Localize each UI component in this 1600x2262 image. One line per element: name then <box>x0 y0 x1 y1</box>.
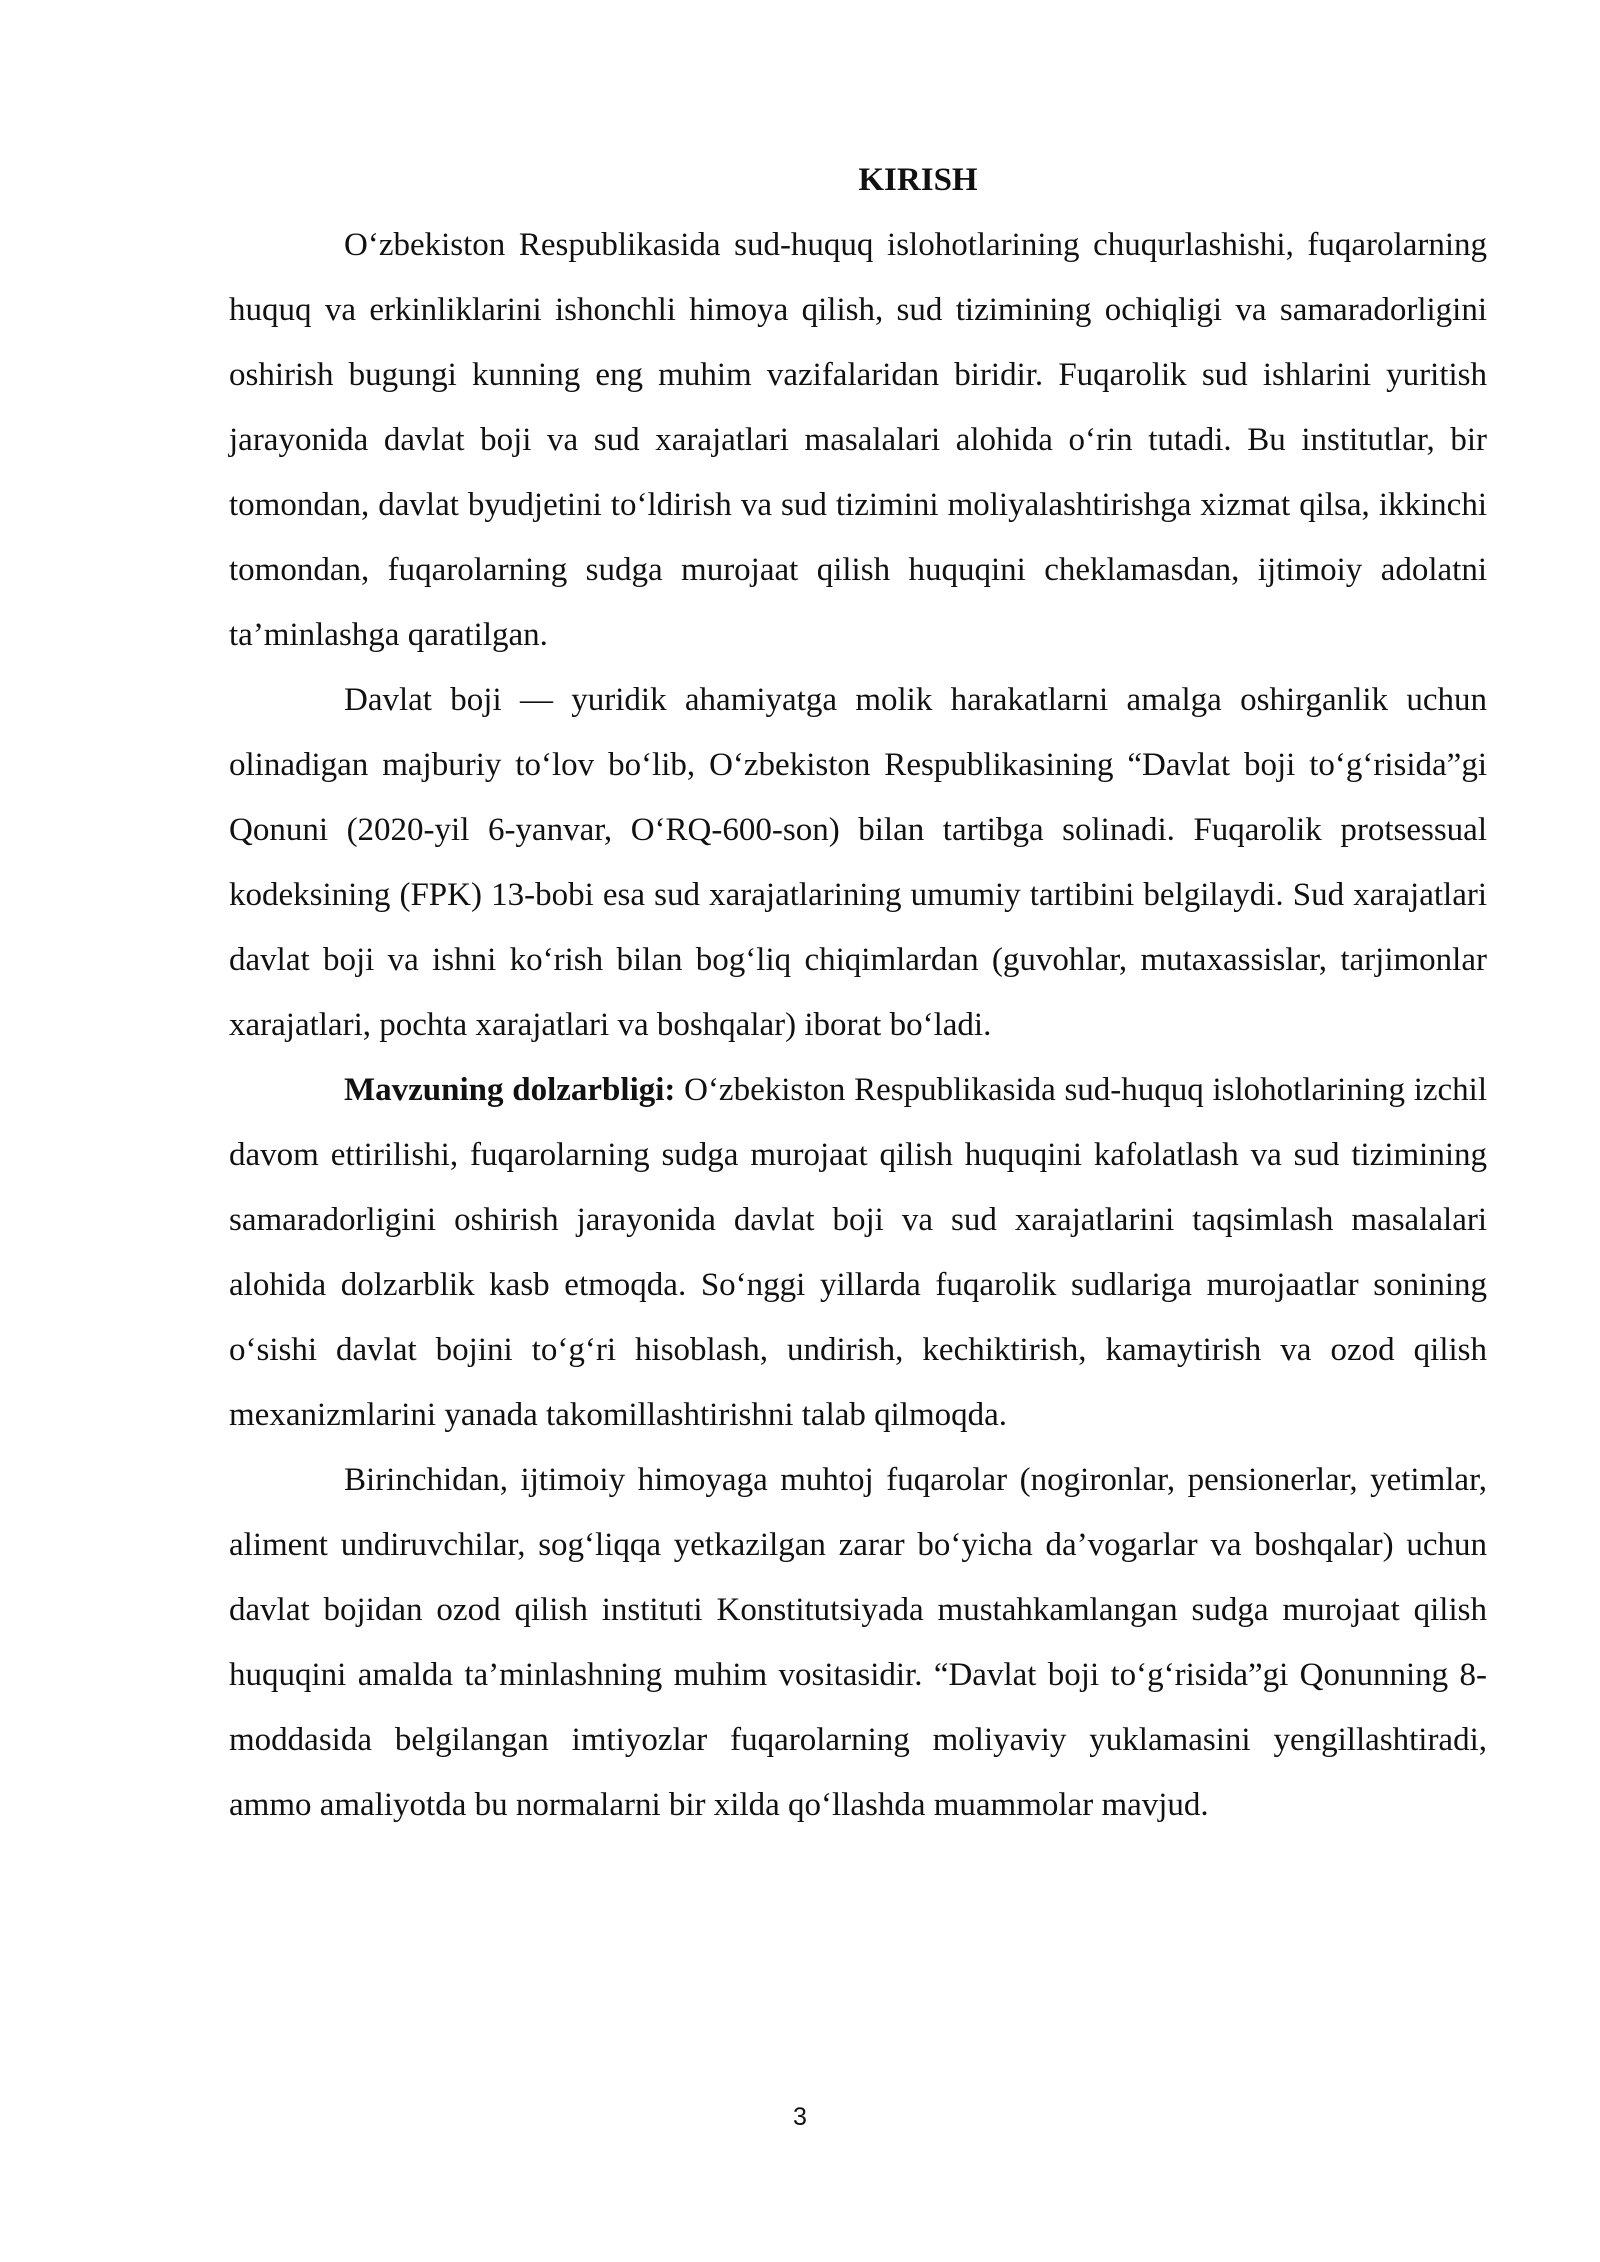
paragraph-intro <box>229 213 1487 668</box>
paragraph-intro-text: O‘zbekiston Respublikasida sud-huquq islohotlarining chuqurlashishi, fuqarolarning huquq va erkinliklarini ishonchli himoya qilish, sud tizimining ochiqligi va samaradorligini oshirish bugungi kunning eng muhim vazifalaridan biridir. Fuqarolik sud ishlarini yuritish jarayonida davlat boji va sud xarajatlari masalalari alohida o‘rin tutadi. Bu institutlar, bir tomondan, davlat byudjetini to‘ldirish va sud tizimini moliyalashtirishga xizmat qilsa, ikkinchi tomondan, fuqarolarning sudga murojaat qilish huquqini cheklamasdan, ijtimoiy adolatni ta’minlashga qaratilgan. <box>229 227 1487 653</box>
paragraph-davlat-boji-text: Davlat boji — yuridik ahamiyatga molik harakatlarni amalga oshirganlik uchun olinadigan majburiy to‘lov bo‘lib, O‘zbekiston Respublikasining “Davlat boji to‘g‘risida”gi Qonuni (2020-yil 6-yanvar, O‘RQ-600-son) bilan tartibga solinadi. Fuqarolik protsessual kodeksining (FPK) 13-bobi esa sud xarajatlarining umumiy tartibini belgilaydi. Sud xarajatlari davlat boji va ishni ko‘rish bilan bog‘liq chiqimlardan (guvohlar, mutaxassislar, tarjimonlar xarajatlari, pochta xarajatlari va boshqalar) iborat bo‘ladi. <box>229 682 1487 1043</box>
paragraph-dolzarblik <box>229 1058 1487 1448</box>
paragraph-davlat-boji <box>229 668 1487 1058</box>
page-title: KIRISH <box>858 162 978 198</box>
paragraph-dolzarblik-text: O‘zbekiston Respublikasida sud-huquq islohotlarining izchil davom ettirilishi, fuqarolarning sudga murojaat qilish huquqini kafolatlash va sud tizimining samaradorligini oshirish jarayonida davlat boji va sud xarajatlarini taqsimlash masalalari alohida dolzarblik kasb etmoqda. So‘nggi yillarda fuqarolik sudlariga murojaatlar sonining o‘sishi davlat bojini to‘g‘ri hisoblash, undirish, kechiktirish, kamaytirish va ozod qilish mexanizmlarini yanada takomillashtirishni talab qilmoqda. <box>229 1072 1488 1433</box>
page-content <box>229 148 1487 1838</box>
paragraph-birinchidan-text: Birinchidan, ijtimoiy himoyaga muhtoj fuqarolar (nogironlar, pensionerlar, yetimlar, aliment undiruvchilar, sog‘liqqa yetkazilgan zarar bo‘yicha da’vogarlar va boshqalar) uchun davlat bojidan ozod qilish instituti Konstitutsiyada mustahkamlangan sudga murojaat qilish huquqini amalda ta’minlashning muhim vositasidir. “Davlat boji to‘g‘risida”gi Qonunning 8-moddasida belgilangan imtiyozlar fuqarolarning moliyaviy yuklamasini yengillashtiradi, ammo amaliyotda bu normalarni bir xilda qo‘llashda muammolar mavjud. <box>229 1462 1487 1823</box>
page-number: 3 <box>793 2103 807 2131</box>
paragraph-dolzarblik-lead: Mavzuning dolzarbligi: <box>344 1072 676 1108</box>
paragraph-birinchidan <box>229 1448 1487 1838</box>
